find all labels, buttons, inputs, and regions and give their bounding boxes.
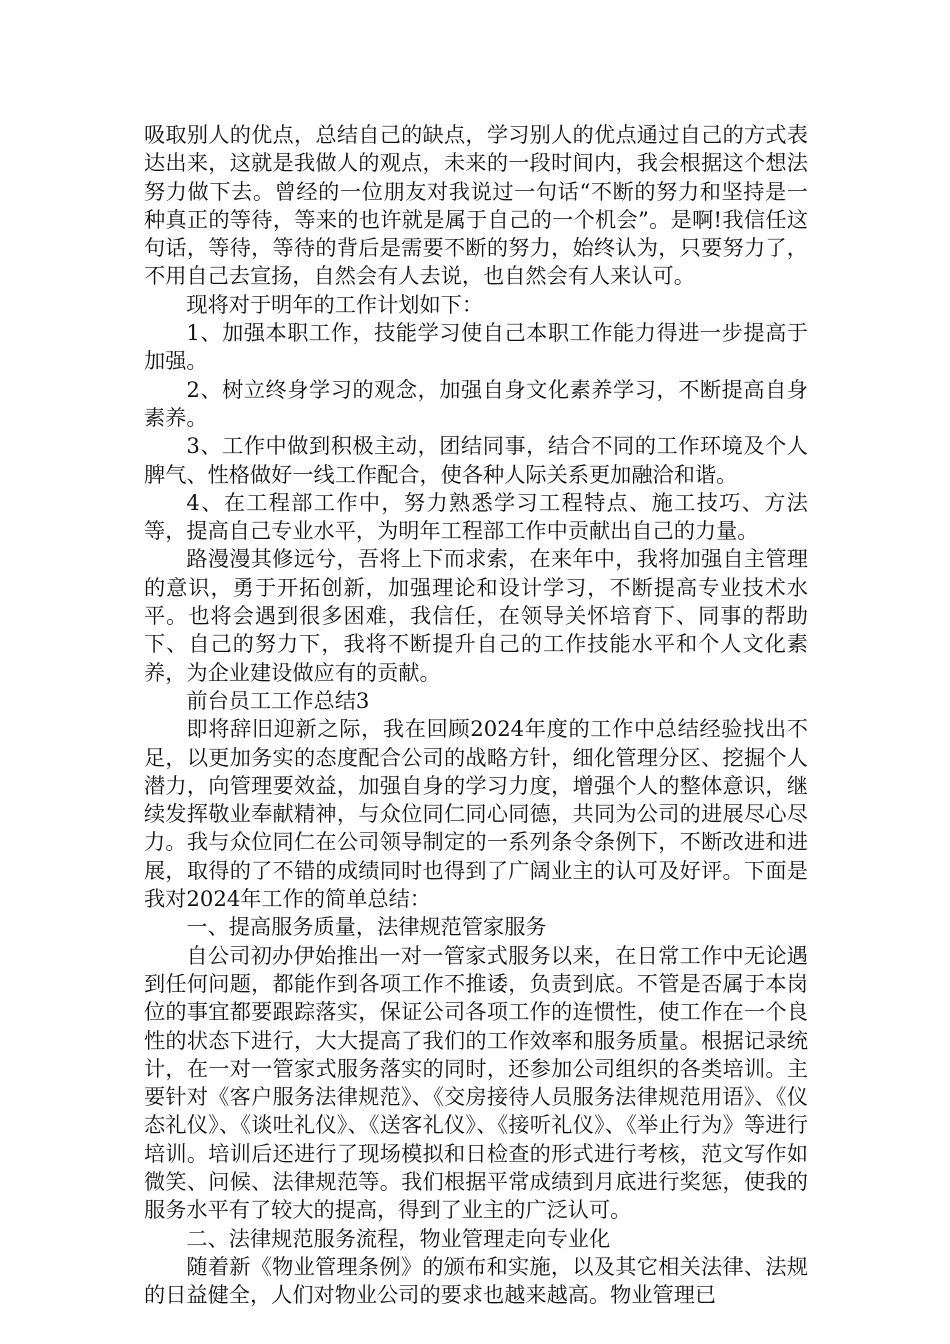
subheading-1: 一、提高服务质量，法律规范管家服务 — [186, 914, 547, 940]
paragraph-intro-continued: 吸取别人的优点，总结自己的缺点，学习别人的优点通过自己的方式表达出来，这就是我做人的观点，未来的一段时间内，我会根据这个想法努力做下去。曾经的一位朋友对我说过一句话“不断的努力和坚持是一种真正的等待，等来的也许就是属于自己的一个机会”。是啊!我信任这句话，等待，等待的背后是需要不断的努力，始终认为，只要努力了，不用自己去宣扬，自然会有人去说，也自然会有人来认可。 — [144, 122, 808, 289]
subheading-2: 二、法律规范服务流程，物业管理走向专业化 — [186, 1225, 611, 1251]
paragraph-plan-item-2: 2、树立终身学习的观念，加强自身文化素养学习，不断提高自身素养。 — [144, 376, 808, 430]
paragraph-plan-item-4: 4、在工程部工作中，努力熟悉学习工程特点、施工技巧、方法等，提高自己专业水平，为明年工程部工作中贡献出自己的力量。 — [144, 489, 808, 544]
paragraph-closing: 路漫漫其修远兮，吾将上下而求索，在来年中，我将加强自主管理的意识，勇于开拓创新，加强理论和设计学习，不断提高专业技术水平。也将会遇到很多困难，我信任，在领导关怀培育下、同事的帮助下、自己的努力下，我将不断提升自己的工作技能水平和个人文化素养，为企业建设做应有的贡献。 — [144, 546, 808, 685]
paragraph-service-quality: 自公司初办伊始推出一对一管家式服务以来，在日常工作中无论遇到任何问题，都能作到各项工作不推诿，负责到底。不管是否属于本岗位的事宜都要跟踪落实，保证公司各项工作的连惯性，使工作在一个良性的状态下进行，大大提高了我们的工作效率和服务质量。根据记录统计，在一对一管家式服务落实的同时，还参加公司组织的各类培训。主要针对《客户服务法律规范》、《交房接待人员服务法律规范用语》、《仪态礼仪》、《谈吐礼仪》、《送客礼仪》、《接听礼仪》、《举止行为》等进行培训。培训后还进行了现场模拟和日检查的形式进行考核，范文写作如微笑、问候、法律规范等。我们根据平常成绩到月底进行奖惩，使我的服务水平有了较大的提高，得到了业主的广泛认可。 — [144, 942, 808, 1223]
paragraph-regulations: 随着新《物业管理条例》的颁布和实施，以及其它相关法律、法规的日益健全，人们对物业公司的要求也越来越高。物业管理已 — [144, 1253, 808, 1308]
paragraph-plan-item-1: 1、加强本职工作，技能学习使自己本职工作能力得进一步提高于加强。 — [144, 320, 808, 374]
paragraph-summary-intro: 即将辞旧迎新之际，我在回顾2024年度的工作中总结经验找出不足，以更加务实的态度配合公司的战略方针，细化管理分区、挖掘个人潜力，向管理要效益，加强自身的学习力度，增强个人的整体意识，继续发挥敬业奉献精神，与众位同仁同心同德，共同为公司的进展尽心尽力。我与众位同仁在公司领导制定的一系列条令条例下，不断改进和进展，取得的了不错的成绩同时也得到了广阔业主的认可及好评。下面是我对2024年工作的简单总结： — [144, 716, 808, 912]
paragraph-plan-item-3: 3、工作中做到积极主动，团结同事，结合不同的工作环境及个人脾气、性格做好一线工作配合，使各种人际关系更加融洽和谐。 — [144, 433, 808, 487]
paragraph-plan-heading: 现将对于明年的工作计划如下： — [186, 291, 484, 317]
section-title: 前台员工工作总结3 — [186, 687, 370, 713]
document-body — [144, 121, 808, 1309]
